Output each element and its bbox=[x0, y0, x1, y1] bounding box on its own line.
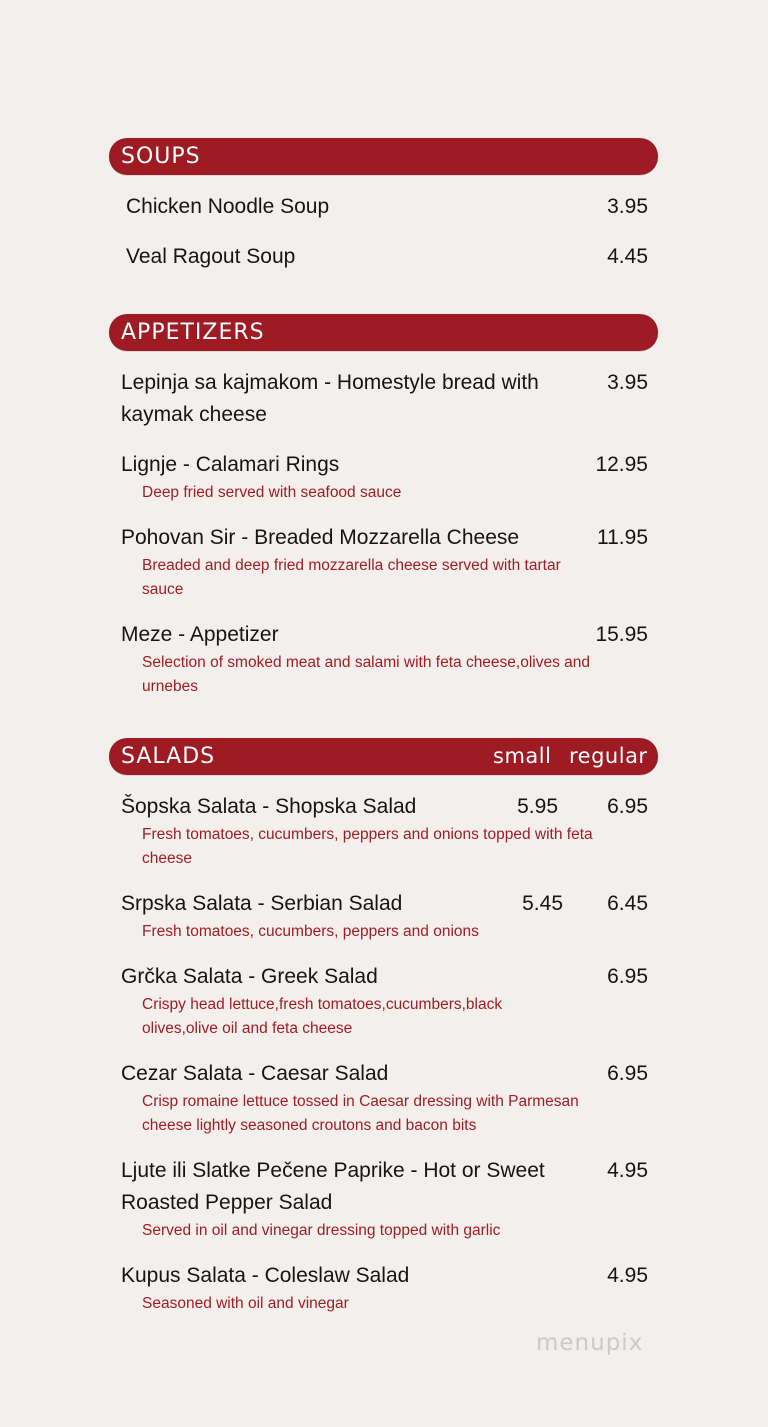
salad-item-small-price: 5.45 bbox=[522, 892, 563, 915]
salad-item-description: Fresh tomatoes, cucumbers, peppers and onions topped with feta cheese bbox=[142, 826, 593, 867]
salads-regular-column-label: regular bbox=[569, 744, 648, 768]
appetizer-item-name: Meze - Appetizer bbox=[121, 623, 279, 646]
salad-item-name: Srpska Salata - Serbian Salad bbox=[121, 892, 403, 915]
salads-small-column-label: small bbox=[493, 744, 552, 768]
appetizer-item-price: 12.95 bbox=[595, 453, 648, 476]
salad-item-name: Grčka Salata - Greek Salad bbox=[121, 965, 378, 988]
appetizer-item-price: 11.95 bbox=[597, 526, 648, 549]
salads-title: SALADS bbox=[121, 744, 216, 769]
salad-item-description: Served in oil and vinegar dressing topped with garlic bbox=[142, 1222, 501, 1239]
salads-header bbox=[109, 738, 658, 775]
salad-item-name: Kupus Salata - Coleslaw Salad bbox=[121, 1264, 410, 1287]
salad-item-name: Ljute ili Slatke Pečene Paprike - Hot or Sweet Roasted Pepper Salad bbox=[121, 1159, 545, 1214]
soup-item-name: Veal Ragout Soup bbox=[126, 245, 296, 268]
appetizer-item-description: Breaded and deep fried mozzarella cheese served with tartar sauce bbox=[142, 557, 561, 598]
salad-item-description: Crispy head lettuce,fresh tomatoes,cucumbers,black olives,olive oil and feta cheese bbox=[142, 996, 503, 1037]
appetizer-item-name: Lepinja sa kajmakom - Homestyle bread with kaymak cheese bbox=[121, 371, 539, 426]
appetizer-item-description: Deep fried served with seafood sauce bbox=[142, 484, 402, 501]
salad-item-regular-price: 6.95 bbox=[607, 965, 648, 988]
appetizer-item-price: 3.95 bbox=[607, 371, 648, 394]
soup-item-price: 3.95 bbox=[607, 195, 648, 218]
appetizer-item-name: Pohovan Sir - Breaded Mozzarella Cheese bbox=[121, 526, 520, 549]
appetizers-header bbox=[109, 314, 658, 351]
salad-item-name: Cezar Salata - Caesar Salad bbox=[121, 1062, 389, 1085]
salad-item-regular-price: 4.95 bbox=[607, 1264, 648, 1287]
salad-item-small-price: 5.95 bbox=[517, 795, 558, 818]
salad-item-regular-price: 6.45 bbox=[607, 892, 648, 915]
appetizers-title: APPETIZERS bbox=[121, 320, 265, 345]
soup-item-price: 4.45 bbox=[607, 245, 648, 268]
salad-item-regular-price: 4.95 bbox=[607, 1159, 648, 1182]
salad-item-description: Fresh tomatoes, cucumbers, peppers and onions bbox=[142, 923, 479, 940]
appetizer-item-description: Selection of smoked meat and salami with feta cheese,olives and urnebes bbox=[142, 654, 591, 695]
salad-item-name: Šopska Salata - Shopska Salad bbox=[121, 795, 417, 818]
menupix-watermark: menupix bbox=[536, 1330, 644, 1356]
salad-item-description: Crisp romaine lettuce tossed in Caesar dressing with Parmesan cheese lightly seasoned croutons and bacon bits bbox=[142, 1093, 579, 1134]
salad-item-regular-price: 6.95 bbox=[607, 795, 648, 818]
soups-title: SOUPS bbox=[121, 144, 201, 169]
salad-item-description: Seasoned with oil and vinegar bbox=[142, 1295, 349, 1312]
soup-item-name: Chicken Noodle Soup bbox=[126, 195, 330, 218]
soups-header bbox=[109, 138, 658, 175]
appetizer-item-name: Lignje - Calamari Rings bbox=[121, 453, 340, 476]
appetizer-item-price: 15.95 bbox=[595, 623, 648, 646]
salad-item-regular-price: 6.95 bbox=[607, 1062, 648, 1085]
